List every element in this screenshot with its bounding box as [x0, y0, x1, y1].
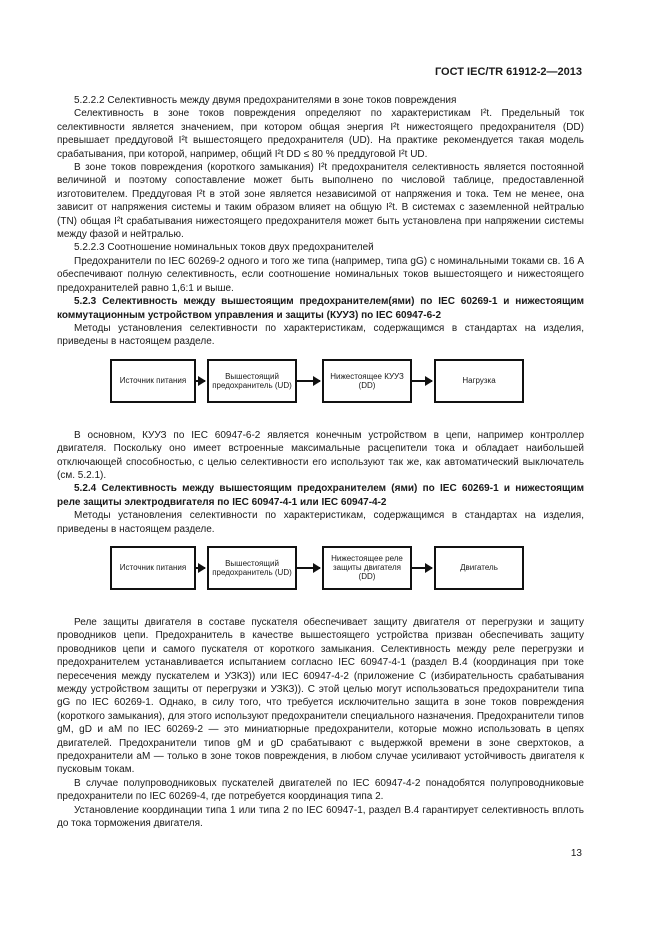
- box-label: Источник питания: [119, 376, 187, 386]
- page-number: 13: [570, 848, 582, 859]
- diagram-box-relay: [322, 546, 412, 590]
- paragraph: В основном, КУУЗ по IEC 60947-6-2 является конечным устройством в цепи, например контроллер двигателя. Поскольку оно имеет встроенные максимальные расцепители тока и обладает наибольшей отключающей способностью, с целью селективности его используют так же, как автоматический выключатель (см. 5.2.1).: [57, 429, 584, 481]
- block-diagram-1: [57, 359, 584, 421]
- subsection-heading: 5.2.2.3 Соотношение номинальных токов двух предохранителей: [74, 242, 374, 254]
- diagram-box-downstream: [322, 359, 412, 403]
- box-label: Нижестоящее реле защиты двигателя (DD): [331, 554, 403, 582]
- diagram-box-upstream: [207, 359, 297, 403]
- diagram-box-source: [110, 359, 196, 403]
- diagram-box-motor: [434, 546, 524, 590]
- arrow: [196, 567, 205, 569]
- paragraph: Реле защиты двигателя в составе пускателя обеспечивает защиту двигателя от перегрузки и защиту проводников цепи. Предохранитель в качестве вышестоящего устройства призван обеспечивать защиту проводников цепи и самого пускателя от короткого замыкания. Селективность между реле перегрузки и предохранителем устанавливается испытанием согласно IEC 60947-4-1 (раздел В.4 (координация при токе пересечения между пускателем и УЗКЗ)) или IEC 60947-4-2 (приложение С (избирательность срабатывания между устройством защиты от перегрузки и УЗКЗ)). С этой целью могут использоваться предохранители типа gG по IEC 60269-1. Однако, в силу того, что требуется исключительно защита в зоне токов повреждения (короткого замыкания), для этого используют предохранители специального назначения. Предохранители типов gM, gD и aM по IEC 60269-2 — это миниатюрные предохранители, которые можно использовать в цепях двигателей. Предохранители типов gM и gD срабатывают с выдержкой времени в зоне сверхтоков, а предохранители aM — только в зоне токов повреждения, в любом случае усиливают устойчивость двигателя к пусковым токам.: [57, 616, 584, 776]
- box-label: Источник питания: [119, 563, 187, 573]
- arrow: [297, 567, 320, 569]
- paragraph: Методы установления селективности по характеристикам, содержащимся в стандартах на изделия, приведены в настоящем разделе.: [57, 322, 584, 348]
- diagram-box-upstream: [207, 546, 297, 590]
- arrow: [297, 380, 320, 382]
- arrow: [196, 380, 205, 382]
- paragraph: В случае полупроводниковых пускателей двигателей по IEC 60947-4-2 понадобятся полупроводниковые предохранители по IEC 60269-4, где потребуется координация типа 2.: [57, 777, 584, 803]
- paragraph: Установление координации типа 1 или типа 2 по IEC 60947-1, раздел В.4 гарантирует селективность вплоть до тока торможения двигателя.: [57, 804, 584, 830]
- paragraph: Методы установления селективности по характеристикам, содержащимся в стандартах на изделия, приведены в настоящем разделе.: [57, 510, 584, 535]
- arrow: [412, 567, 432, 569]
- paragraph: Селективность в зоне токов повреждения определяют по характеристикам I²t. Предельный ток селективности является значением, при котором общая энергия I²t нижестоящего предохранителя (DD) превышает преддуговой I²t вышестоящего предохранителя (UD). На практике рекомендуется такая модель срабатывания, при которой, например, общий I²t DD ≤ 80 % преддуговой I²t UD.: [57, 108, 584, 160]
- box-label: Вышестоящий предохранитель (UD): [212, 558, 292, 577]
- section-heading: 5.2.3 Селективность между вышестоящим предохранителем(ями) по IEC 60269-1 и нижестоящим коммутационным устройством управления и защиты (КУУЗ) по IEC 60947-6-2: [57, 296, 584, 321]
- subsection-heading: 5.2.2.2 Селективность между двумя предохранителями в зоне токов повреждения: [74, 95, 457, 106]
- arrow: [412, 380, 432, 382]
- diagram-box-load: [434, 359, 524, 403]
- section-heading: 5.2.4 Селективность между вышестоящим предохранителем (ями) по IEC 60269-1 и нижестоящим реле защиты электродвигателя по IEC 60947-4-1 или IEC 60947-4-2: [57, 483, 584, 508]
- box-label: Нагрузка: [462, 376, 496, 386]
- box-label: Нижестоящее КУУЗ (DD): [330, 371, 404, 390]
- paragraph: В зоне токов повреждения (короткого замыкания) I²t предохранителя селективность является постоянной величиной и поэтому сопоставление может быть выполнено по числовой таблице, предоставленной изготовителем. Преддуговая I²t в этой зоне является независимой от напряжения и тока. Тем не менее, она зависит от напряжения системы и таким образом влияет на общую I²t. В системах с заземленной нейтралью (TN) общая I²t срабатывания нижестоящего предохранителя может быть установлена при напряжении системы между фазой и нейтралью.: [57, 162, 584, 241]
- box-label: Вышестоящий предохранитель (UD): [212, 371, 292, 390]
- document-header: ГОСТ IEC/TR 61912-2—2013: [434, 66, 582, 78]
- document-body: [57, 94, 584, 830]
- paragraph: Предохранители по IEC 60269-2 одного и того же типа (например, типа gG) с номинальными токами св. 16 А обеспечивают полную селективность, если соотношение номинальных токов вышестоящего и нижестоящего предохранителей равно 1,6:1 и выше.: [57, 255, 584, 294]
- block-diagram-2: [57, 546, 584, 608]
- diagram-box-source: [110, 546, 196, 590]
- box-label: Двигатель: [460, 563, 498, 573]
